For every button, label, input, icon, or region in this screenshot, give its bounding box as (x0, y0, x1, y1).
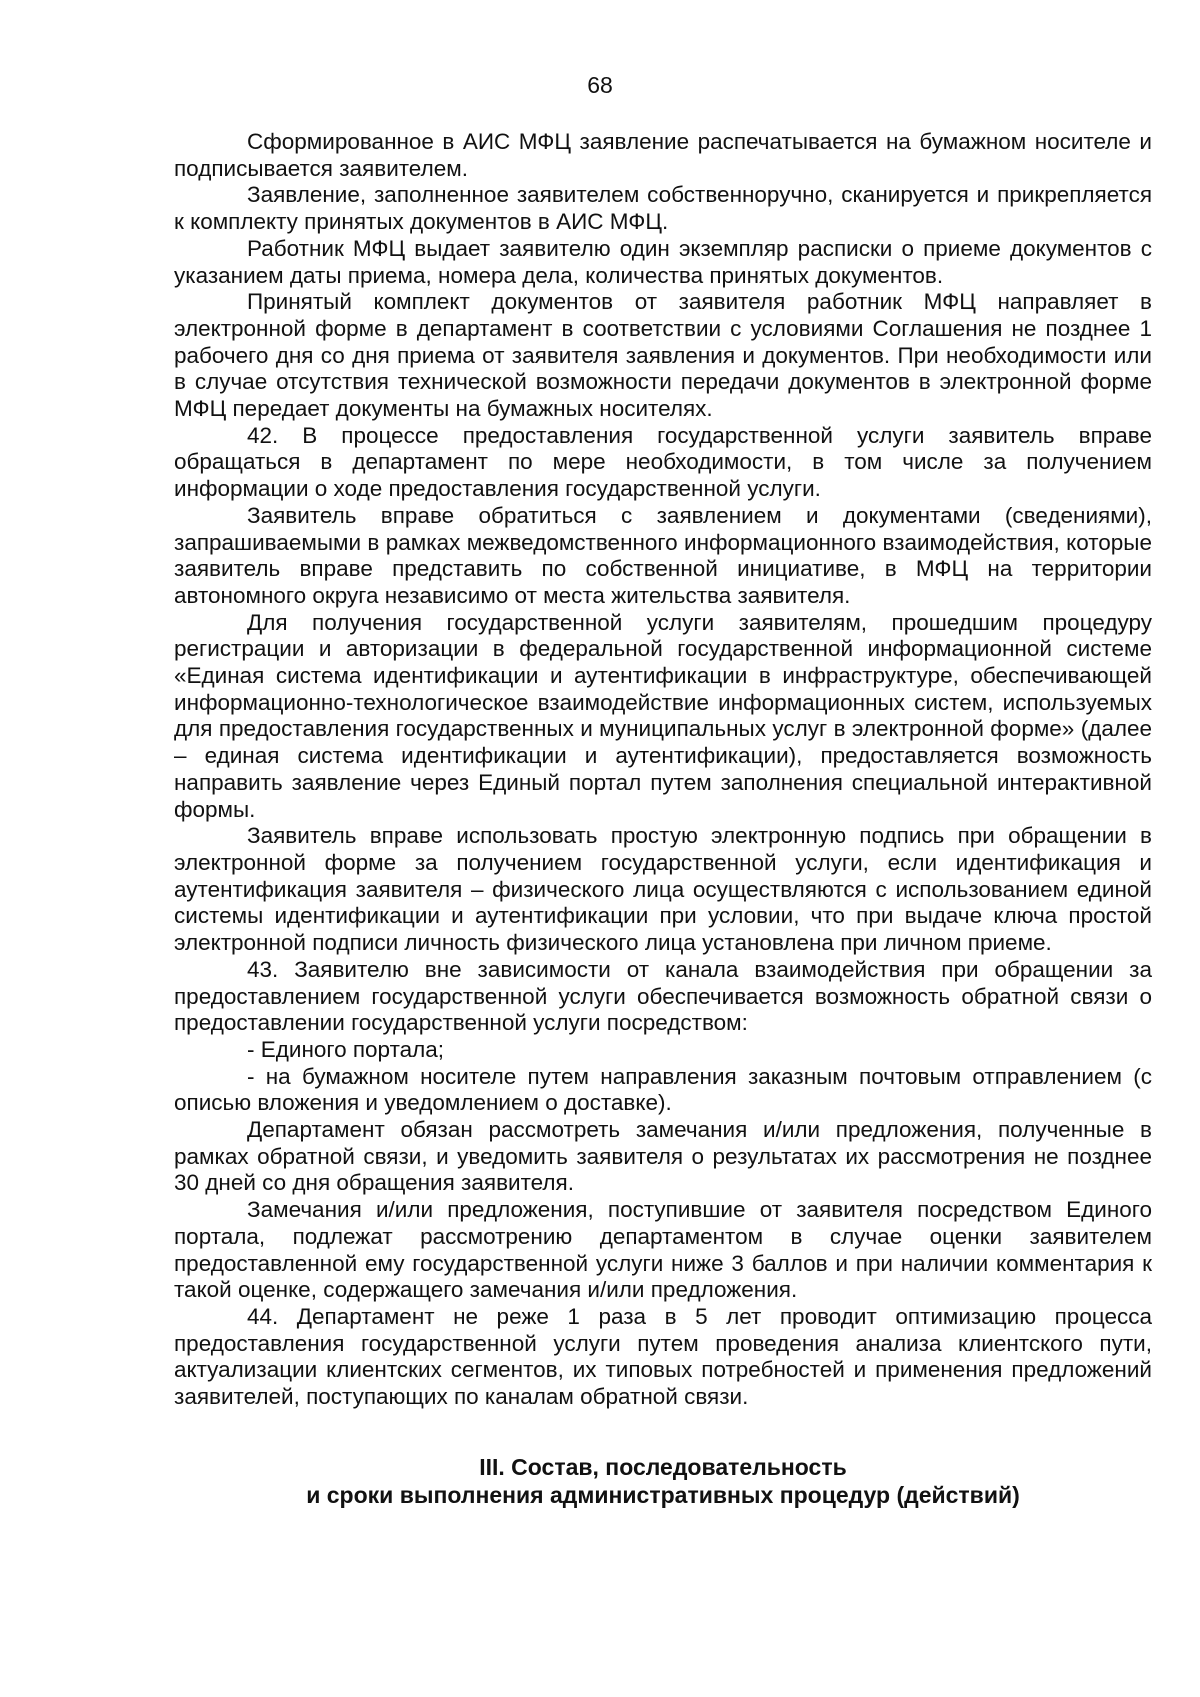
paragraph-clause-42: 42. В процессе предоставления государственной услуги заявитель вправе обращаться в департамент по мере необходимости, в том числе за получением информации о ходе предоставления государственной услуги. (174, 422, 1152, 502)
paragraph: Заявление, заполненное заявителем собственноручно, сканируется и прикрепляется к комплекту принятых документов в АИС МФЦ. (174, 182, 1152, 235)
section-heading-line-2: и сроки выполнения административных процедур (действий) (306, 1482, 1020, 1508)
list-item: - на бумажном носителе путем направления заказным почтовым отправлением (с описью вложения и уведомлением о доставке). (174, 1063, 1152, 1116)
list-item: - Единого портала; (247, 1036, 445, 1062)
paragraph-clause-44: 44. Департамент не реже 1 раза в 5 лет проводит оптимизацию процесса предоставления государственной услуги путем проведения анализа клиентского пути, актуализации клиентских сегментов, их типовых потребностей и применения предложений заявителей, поступающих по каналам обратной связи. (174, 1303, 1152, 1410)
paragraph: Заявитель вправе использовать простую электронную подпись при обращении в электронной форме за получением государственной услуги, если идентификация и аутентификация заявителя – физического лица осуществляются с использованием единой системы идентификации и аутентификации при условии, что при выдаче ключа простой электронной подписи личность физического лица установлена при личном приеме. (174, 823, 1152, 956)
paragraph: Замечания и/или предложения, поступившие от заявителя посредством Единого портала, подлежат рассмотрению департаментом в случае оценки заявителем предоставленной ему государственной услуги ниже 3 баллов и при наличии комментария к такой оценке, содержащего замечания и/или предложения. (174, 1197, 1152, 1303)
paragraph: Сформированное в АИС МФЦ заявление распечатывается на бумажном носителе и подписывается заявителем. (174, 129, 1152, 181)
paragraph-clause-43: 43. Заявителю вне зависимости от канала взаимодействия при обращении за предоставлением государственной услуги обеспечивается возможность обратной связи о предоставлении государственной услуги посредством: (174, 956, 1152, 1036)
section-heading-line-1: III. Состав, последовательность (479, 1454, 847, 1480)
paragraph: Принятый комплект документов от заявителя работник МФЦ направляет в электронной форме в департамент в соответствии с условиями Соглашения не позднее 1 рабочего дня со дня приема от заявителя заявления и документов. При необходимости или в случае отсутствия технической возможности передачи документов в электронной форме МФЦ передает документы на бумажных носителях. (174, 289, 1152, 422)
paragraph: Заявитель вправе обратиться с заявлением и документами (сведениями), запрашиваемыми в рамках межведомственного информационного взаимодействия, которые заявитель вправе представить по собственной инициативе, в МФЦ на территории автономного округа независимо от места жительства заявителя. (174, 502, 1152, 608)
document-body (174, 129, 1152, 1411)
section-heading (174, 1453, 1152, 1509)
paragraph: Департамент обязан рассмотреть замечания и/или предложения, полученные в рамках обратной связи, и уведомить заявителя о результатах их рассмотрения не позднее 30 дней со дня обращения заявителя. (174, 1117, 1152, 1196)
page-number: 68 (587, 72, 613, 98)
paragraph: Работник МФЦ выдает заявителю один экземпляр расписки о приеме документов с указанием даты приема, номера дела, количества принятых документов. (174, 235, 1152, 288)
paragraph: Для получения государственной услуги заявителям, прошедшим процедуру регистрации и авторизации в федеральной государственной информационной системе «Единая система идентификации и аутентификации в инфраструктуре, обеспечивающей информационно-технологическое взаимодействие информационных систем, используемых для предоставления государственных и муниципальных услуг в электронной форме» (далее – единая система идентификации и аутентификации), предоставляется возможность направить заявление через Единый портал путем заполнения специальной интерактивной формы. (174, 609, 1152, 822)
